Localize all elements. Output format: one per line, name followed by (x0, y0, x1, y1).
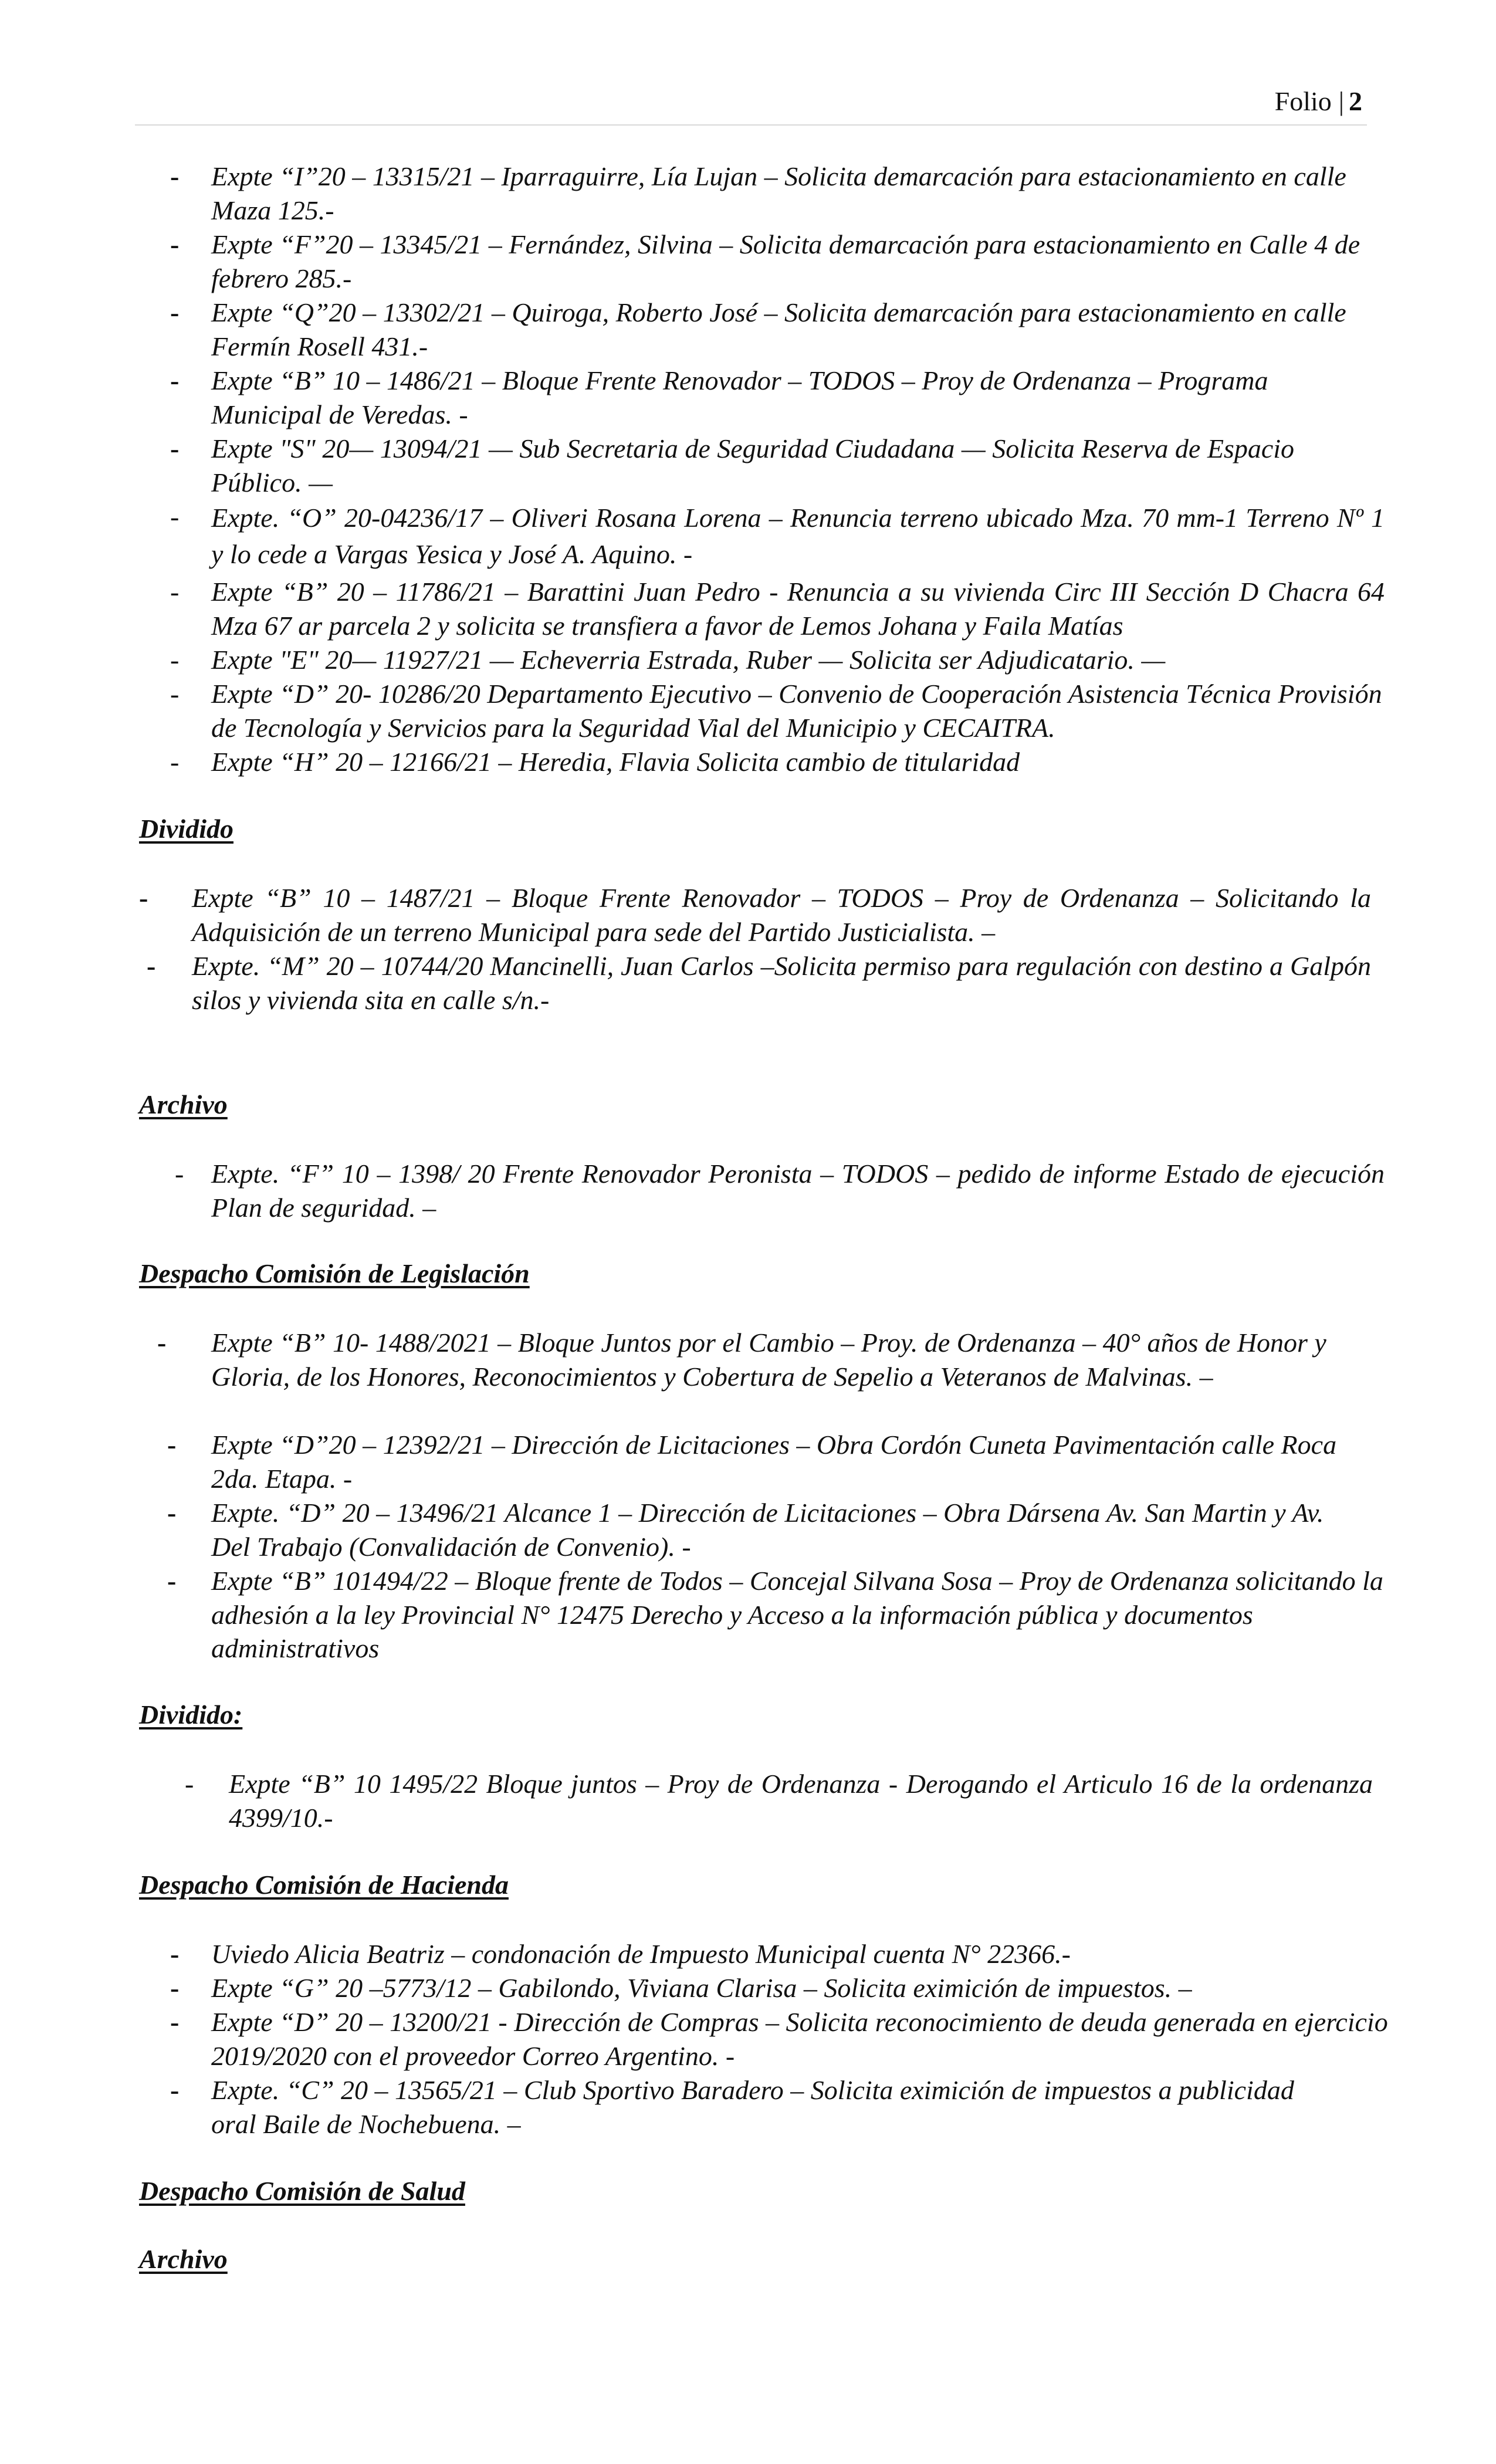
bullet: - (170, 747, 180, 777)
bullet: - (139, 883, 148, 913)
page-number: 2 (1349, 86, 1362, 116)
bullet: - (170, 2075, 180, 2105)
item-text: Expte “D”20 – 12392/21 – Dirección de Licitaciones – Obra Cordón Cuneta Pavimentación calle Roca 2da. Etapa. - (211, 1430, 1337, 1494)
item-text: Expte "S" 20— 13094/21 — Sub Secretaria de Seguridad Ciudadana — Solicita Reserva de Espacio Público. — (211, 434, 1295, 497)
bullet: - (170, 577, 180, 607)
section-heading-archivo: Archivo (139, 1089, 228, 1119)
bullet: - (167, 1430, 177, 1460)
bullet: - (157, 1328, 167, 1358)
item-text: Expte “D” 20 – 13200/21 - Dirección de Compras – Solicita reconocimiento de deuda generada en ejercicio 2019/2020 con el proveedor Correo Argentino. - (211, 2007, 1388, 2071)
bullet: - (170, 679, 180, 709)
section-heading-hacienda: Despacho Comisión de Hacienda (139, 1870, 509, 1900)
bullet: - (147, 951, 156, 981)
bullet: - (170, 434, 180, 463)
bullet: - (170, 161, 180, 191)
item-text: Expte “B” 10 – 1487/21 – Bloque Frente Renovador – TODOS – Proy de Ordenanza – Solicitando la Adquisición de un terreno Municipal para sede del Partido Justicialista. – (192, 883, 1371, 947)
folio-label (1275, 87, 1362, 116)
item-text: Expte. “F” 10 – 1398/ 20 Frente Renovador Peronista – TODOS – pedido de informe Estado de ejecución Plan de seguridad. – (211, 1159, 1385, 1223)
page-header (135, 82, 1367, 126)
section-heading-dividido-2: Dividido: (139, 1700, 243, 1729)
bullet: - (175, 1159, 184, 1189)
item-text: Expte “B” 10 – 1486/21 – Bloque Frente Renovador – TODOS – Proy de Ordenanza – Programa Municipal de Veredas. - (211, 365, 1268, 429)
bullet: - (170, 229, 180, 259)
item-text: Expte “B” 101494/22 – Bloque frente de Todos – Concejal Silvana Sosa – Proy de Ordenanza solicitando la adhesión a la ley Provincial N° 12475 Derecho y Acceso a la información pública y documentos administrativos (211, 1566, 1383, 1663)
bullet: - (170, 1939, 180, 1969)
bullet: - (167, 1498, 177, 1528)
item-text: Expte “I”20 – 13315/21 – Iparraguirre, Lía Lujan – Solicita demarcación para estacionamiento en calle Maza 125.- (211, 161, 1346, 225)
item-text: Expte “F”20 – 13345/21 – Fernández, Silvina – Solicita demarcación para estacionamiento en Calle 4 de febrero 285.- (211, 229, 1360, 293)
item-text: Expte “B” 10 1495/22 Bloque juntos – Proy de Ordenanza - Derogando el Articulo 16 de la ordenanza 4399/10.- (229, 1769, 1373, 1833)
item-text: Expte “B” 20 – 11786/21 – Barattini Juan Pedro - Renuncia a su vivienda Circ III Sección D Chacra 64 Mza 67 ar parcela 2 y solicita se transfiera a favor de Lemos Johana y Faila Matías (211, 577, 1385, 641)
bullet: - (170, 365, 180, 395)
folio-text: Folio (1274, 86, 1332, 116)
bullet: - (170, 645, 180, 675)
item-text: Expte "E" 20— 11927/21 — Echeverria Estrada, Ruber — Solicita ser Adjudicatario. — (211, 645, 1166, 675)
item-text: Expte. “M” 20 – 10744/20 Mancinelli, Juan Carlos –Solicita permiso para regulación con destino a Galpón silos y vivienda sita en calle s/n.- (192, 951, 1371, 1015)
bullet: - (167, 1566, 177, 1596)
item-text: Expte “D” 20- 10286/20 Departamento Ejecutivo – Convenio de Cooperación Asistencia Técnica Provisión de Tecnología y Servicios para la Seguridad Vial del Municipio y CECAITRA. (211, 679, 1382, 743)
bullet: - (170, 502, 180, 532)
bullet: - (170, 297, 180, 327)
item-text: Expte “H” 20 – 12166/21 – Heredia, Flavia Solicita cambio de titularidad (211, 747, 1020, 777)
section-heading-dividido: Dividido (139, 814, 233, 844)
item-text: Expte “G” 20 –5773/12 – Gabilondo, Viviana Clarisa – Solicita eximición de impuestos. – (211, 1973, 1192, 2003)
item-text: Expte. “C” 20 – 13565/21 – Club Sportivo Baradero – Solicita eximición de impuestos a publicidad oral Baile de Nochebuena. – (211, 2075, 1294, 2139)
section-heading-archivo-2: Archivo (139, 2244, 228, 2274)
folio-separator: | (1338, 86, 1344, 116)
item-text: Expte. “O” 20-04236/17 – Oliveri Rosana Lorena – Renuncia terreno ubicado Mza. 70 mm-1 Terreno Nº 1 y lo cede a Vargas Yesica y José A. Aquino. - (211, 503, 1385, 569)
item-text: Expte “B” 10- 1488/2021 – Bloque Juntos por el Cambio – Proy. de Ordenanza – 40° años de Honor y Gloria, de los Honores, Reconocimientos y Cobertura de Sepelio a Veteranos de Malvinas. – (211, 1328, 1326, 1392)
section-heading-legislacion: Despacho Comisión de Legislación (139, 1258, 530, 1288)
item-text: Expte “Q”20 – 13302/21 – Quiroga, Roberto José – Solicita demarcación para estacionamiento en calle Fermín Rosell 431.- (211, 297, 1346, 361)
item-text: Uviedo Alicia Beatriz – condonación de Impuesto Municipal cuenta N° 22366.- (211, 1939, 1071, 1969)
bullet: - (170, 1973, 180, 2003)
item-text: Expte. “D” 20 – 13496/21 Alcance 1 – Dirección de Licitaciones – Obra Dársena Av. San Martin y Av. Del Trabajo (Convalidación de Convenio). - (211, 1498, 1324, 1562)
bullet: - (170, 2007, 180, 2037)
bullet: - (185, 1769, 194, 1799)
section-heading-salud: Despacho Comisión de Salud (139, 2176, 465, 2206)
